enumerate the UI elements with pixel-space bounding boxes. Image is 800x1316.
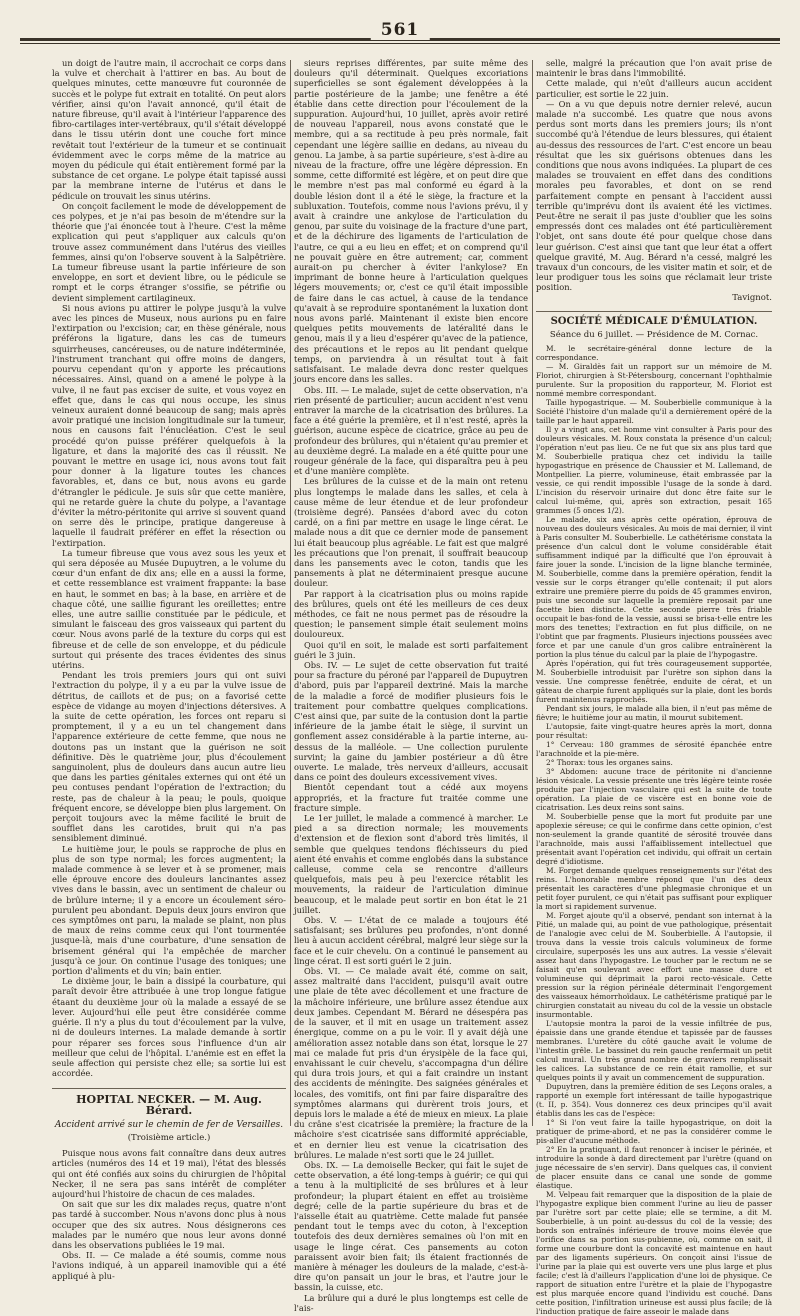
paragraph: 3° Abdomen: aucune trace de péritonite ni d'ancienne lésion vésicale. La vessie présente une très légère teinte rosée produite par l'injection vasculaire qui est la suite de toute opération. La plaie de ce viscère est en bonne voie de cicatrisation. Les deux reins sont sains. bbox=[536, 767, 772, 813]
paragraph: 1° Cerveau: 180 grammes de sérosité épanchée entre l'arachnoïde et la pie-mère. bbox=[536, 740, 772, 759]
paragraph: Le malade, six ans après cette opération, éprouva de nouveau des douleurs vésicales. Au mois de mai dernier, il vint à Paris consulter M. Souberbielle. Le cathétérisme constata la présence d'un calcul dont le volume considérable était suffisamment indiqué par la difficulté que l'on éprouvait à faire jouer la sonde. L'incision de la ligne blanche terminée, M. Souberbielle, comme dans la première opération, fendit la vessie sur le corps étranger qu'elle contenait; il put alors extraire une première pierre du poids de 45 grammes environ, puis une seconde sur laquelle la première reposait par une facette bien distincte. Cette seconde pierre très friable occupait le bas-fond de la vessie, aussi se brisa-t-elle entre les mors des tenettes; l'extraction en fut plus difficile, on ne l'obtint que par fragments. Plusieurs injections poussées avec force et par une canule d'un gros calibre entraînèrent la portion la plus ténue du calcul par la plaie de l'hypogastre. bbox=[536, 515, 772, 660]
page-number: 561 bbox=[371, 20, 430, 40]
paragraph: Obs. VI. — Ce malade avait été, comme on sait, assez maltraité dans l'accident, puisqu'il avait outre une plaie de tête avec décollement et une fracture de la mâchoire inférieure, une brûlure assez étendue aux deux jambes. Cependant M. Bérard ne désespéra pas de la sauver, et il mit en usage un traitement assez énergique, comme on a pu le voir. Il y avait déjà une amélioration assez notable dans son état, lorsque le 27 mai ce malade fut pris d'un érysipèle de la face qui, envahissant le cuir chevelu, s'accompagna d'un délire qui dura trois jours, et qui a fait craindre un instant des accidents de méningite. Des saignées générales et locales, des vomitifs, ont fini par faire disparaître des symptômes alarmans qui durèrent trois jours, et depuis lors le malade a été de mieux en mieux. La plaie du crâne s'est cicatrisée la première; la fracture de la mâchoire s'est cicatrisée sans difformité appréciable, et en dernier lieu est venue la cicatrisation des brûlures. Le malade n'est sorti que le 24 juillet. bbox=[294, 966, 528, 1160]
paragraph: M. Velpeau fait remarquer que la disposition de la plaie de l'hypogastre explique bien comment l'urine au lieu de passer par l'urètre sort par cette plaie; elle se termine, a dit M. Souberbielle, à un point au-dessus du col de la vessie; des bords son entraînés inférieure de trouve moins élevée que l'orifice dans sa portion sus-pubienne, où, comme on sait, il forme une courbure dont la concavité est maintenue en haut par des ligaments supérieurs. On conçoit ainsi l'issue de l'urine par la plaie qui est ouverte vers une plus large et plus facile; c'est là d'ailleurs l'application d'une loi de physique. Ce rapport de situation entre l'urètre et la plaie de l'hypogastre est plus marquée encore quand l'individu est couché. Dans cette position, l'infiltration urineuse est aussi plus facile; de là l'induction pratique de faire asseoir le malade dans bbox=[536, 1190, 772, 1316]
hospital-heading: HOPITAL NECKER. — M. Aug. Bérard. bbox=[52, 1088, 286, 1115]
paragraph: Si nous avions pu attirer le polype jusqu'à la vulve avec les pinces de Museux, nous aurions pu en faire l'extirpation ou l'excision; car, en thèse générale, nous préférons la ligature, dans les cas de tumeurs squirrheuses, cancéreuses, ou de nature indéterminée, l'instrument tranchant qui offre moins de dangers, pourvu cependant qu'on y apporte les précautions nécessaires. Ainsi, quand on a amené le polype à la vulve, il ne faut pas exciser de suite, et vous voyez en effet que, dans le cas qui nous occupe, les sinus veineux auraient donné beaucoup de sang; mais après avoir pratiqué une incision longitudinale sur la tumeur, nous en causons fait l'énucléation. C'est le seul procédé qu'on puisse préférer quelquefois à la ligature, et dans la majorité des cas il réussit. Ne pouvant le mettre en usage ici, nous avons tout fait pour donner à la ligature toutes les chances favorables, et, dans ce but, nous avons eu garde d'étrangler le pédicule. Je suis sûr que cette manière, qui ne retarde guère la chute du polype, a l'avantage d'éviter la métro-péritonite qui arrive si souvent quand on serre dès le principe, pratique dangereuse à laquelle il faudrait préférer en effet la résection ou l'extirpation. bbox=[52, 302, 286, 548]
paragraph: L'autopsie, faite vingt-quatre heures après la mort, donna pour résultat: bbox=[536, 722, 772, 741]
paragraph: Obs. IV. — Le sujet de cette observation fut traité pour sa fracture du péroné par l'appareil de Dupuytren d'abord, puis par l'appareil dextriné. Mais la marche de la maladie a forcé de modifier plusieurs fois le traitement pour combattre quelques complications. C'est ainsi que, par suite de la contusion dont la partie inférieure de la jambe était le siège, il survint un gonflement assez considérable à la partie interne, au-dessus de la malléole. — Une collection purulente survint; la gaine du jambier postérieur a dû être ouverte. Le malade, très nerveux d'ailleurs, accusait dans ce point des douleurs excessivement vives. bbox=[294, 659, 528, 783]
paragraph: L'autopsie montra la paroi de la vessie infiltrée de pus, épaissie dans une grande étendue et tapissée par de fausses membranes. L'uretère du côté gauche avait le volume de l'intestin grêle. Le bassinet du rein gauche renfermait un petit calcul mural. Un très grand nombre de graviers remplissait les calices. La substance de ce rein était ramollie, et sur quelques points il y avait un commencement de suppuration. bbox=[536, 1019, 772, 1083]
paragraph: Quoi qu'il en soit, le malade est sorti parfaitement guéri le 3 juin. bbox=[294, 639, 528, 660]
paragraph: sieurs reprises différentes, par suite même des douleurs qu'il déterminait. Quelques excoriations superficielles se sont également développées à la partie postérieure de la jambe; une fenêtre a été établie dans cette direction pour l'écoulement de la suppuration. Aujourd'hui, 10 juillet, après avoir retiré de nouveau l'appareil, nous avons constaté que le membre, qui a sa rectitude à peu près normale, fait cependant une légère saillie en dedans, au niveau du genou. La jambe, à sa partie supérieure, s'est à-dire au niveau de la fracture, offre une légère dépression. En somme, cette difformité est légère, et on peut dire que le membre n'est pas mal conformé eu égard à la double lésion dont il a été le siège, la fracture et la subluxation. Toutefois, comme nous l'avions prévu, il y avait à craindre une ankylose de l'articulation du genou, par suite du voisinage de la fracture d'une part, et de la déchirure des ligaments de l'articulation de l'autre, ce qui a eu lieu en effet; et on comprend qu'il ne pouvait guère en être autrement; car, comment aurait-on pu chercher à éviter l'ankylose? En imprimant de bonne heure à l'articulation quelques légers mouvements; or, c'est ce qu'il était impossible de faire dans le cas actuel, à cause de la tendance qu'avait à se reproduire spontanément la luxation dont nous avons parlé. Maintenant il existe bien encore quelques petits mouvements de latéralité dans le genou, mais il y a lieu d'espérer qu'avec de la patience, des précautions et le repos au lit pendant quelque temps, on parviendra à un résultat tout à fait satisfaisant. Le malade devra donc rester quelques jours encore dans les salles. bbox=[294, 58, 528, 385]
paragraph: 2° En la pratiquant, il faut renoncer à inciser le périnée, et introduire la sonde à dard directement par l'urètre (quand on juge nécessaire de s'en servir). Dans quelques cas, il convient de placer ensuite dans ce canal une sonde de gomme élastique. bbox=[536, 1145, 772, 1191]
paragraph: Pendant six jours, le malade alla bien, il n'eut pas même de fièvre; le huitième jour au matin, il mourut subitement. bbox=[536, 704, 772, 723]
paragraph: La brûlure qui a duré le plus longtemps est celle de l'ais- bbox=[294, 1292, 528, 1313]
session-line: Séance du 6 juillet. — Présidence de M. Cornac. bbox=[549, 330, 759, 341]
paragraph: Après l'opération, qui fut très courageusement supportée, M. Souberbielle introduisit par l'urètre son siphon dans la vessie. Une compresse fenêtrée, enduite de cérat, et un gâteau de charpie furent appliqués sur la plaie, dont les bords furent maintenus rapprochés. bbox=[536, 659, 772, 705]
column-2 bbox=[294, 58, 528, 1313]
hospital-subtitle: Accident arrivé sur le chemin de fer de Versailles. bbox=[54, 1119, 284, 1130]
paragraph: un doigt de l'autre main, il accrochait ce corps dans la vulve et cherchait à l'attirer en bas. Au bout de quelques minutes, cette manœuvre fut couronnée de succès et le polype fut extrait en totalité. On peut alors vérifier, ainsi qu'on l'avait annoncé, qu'il était de nature fibreuse, qu'il avait à l'intérieur l'apparence des fibro-cartilages inter-vertébraux, qu'il s'était développé dans le tissu utérin dont une couche fort mince revêtait tout l'extérieur de la tumeur et se continuait évidemment avec le corps même de la matrice au moyen du pédicule qui était entièrement formé par la substance de cet organe. Le polype était tapissé aussi par la membrane interne de l'utérus et dans le pédicule on trouvait les sinus utérins. bbox=[52, 58, 286, 201]
paragraph: Le 1er juillet, le malade a commencé à marcher. Le pied a sa direction normale; les mouvements d'extension et de flexion sont d'abord très limités, il semble que quelques tendons fléchisseurs du pied aient été envahis et comme englobés dans la substance calleuse, comme cela se rencontre d'ailleurs quelquefois, mais peu à peu l'exercice rétablit les mouvements, la raideur de l'articulation diminue beaucoup, et le malade peut sortir en bon état le 21 juillet. bbox=[294, 813, 528, 915]
paragraph: Puisque nous avons fait connaître dans deux autres articles (numéros des 14 et 19 mai), l'état des blessés qui ont été confiés aux soins du chirurgien de l'hôpital Necker, il ne sera pas sans intérêt de compléter aujourd'hui l'histoire de chacun de ces malades. bbox=[52, 1148, 286, 1199]
paragraph: Obs. II. — Ce malade a été soumis, comme nous l'avions indiqué, à un appareil inamovible qui a été appliqué à plu- bbox=[52, 1250, 286, 1281]
paragraph: Cette malade, qui n'eût d'ailleurs aucun accident particulier, est sortie le 22 juin. bbox=[536, 78, 772, 99]
paragraph: Dupuytren, dans la première édition de ses Leçons orales, a rapporté un exemple fort intéressant de taille hypogastrique (t. II, p. 354). Vous donnerez ces deux principes qu'il avait établis dans les cas de l'espèce: bbox=[536, 1082, 772, 1119]
paragraph: Obs. III. — Le malade, sujet de cette observation, n'a rien présenté de particulier; aucun accident n'est venu entraver la marche de la cicatrisation des brûlures. La face a été guérie la première, et il n'est resté, après la guérison, aucune espèce de cicatrice, grâce au peu de profondeur des brûlures, qui n'étaient qu'au premier et au deuxième degré. La malade en a été quitte pour une rougeur générale de la face, qui disparaîtra peu à peu et d'une manière complète. bbox=[294, 384, 528, 477]
paragraph: La tumeur fibreuse que vous avez sous les yeux et qui sera déposée au Musée Dupuytren, a le volume du cœur d'un enfant de dix ans; elle en a aussi la forme, et cette ressemblance est vraiment frappante: la base en haut, le sommet en bas; à la base, en arrière et de chaque côté, une saillie figurant les oreillettes; entre elles, une autre saillie constituée par le pédicule, et simulant le faisceau des gros vaisseaux qui partent du cœur. Nous avons parlé de la texture du corps qui est fibreuse et de celle de son enveloppe, et du pédicule surtout qui présente des traces évidentes des sinus utérins. bbox=[52, 547, 286, 670]
paragraph: — On a vu que depuis notre dernier relevé, aucun malade n'a succombé. Les quatre que nous avons perdus sont morts dans les premiers jours; ils n'ont succombé qu'à l'étendue de leurs blessures, qui étaient au-dessus des ressources de l'art. C'est encore un beau résultat que les six guérisons obtenues dans les conditions que nous avons indiquées. La plupart de ces malades se trouvaient en effet dans des conditions morales peu favorables, et dont on se rend parfaitement compte en pensant à l'accident aussi terrible qu'imprévu dont ils avaient été les victimes. Peut-être ne serait il pas juste d'oublier que les soins empressés dont ces malades ont été particulièrement l'objet, ont sans doute été pour quelque chose dans leur guérison. C'est ainsi que tant que leur état a offert quelque gravité, M. Aug. Bérard n'a cessé, malgré les travaux d'un concours, de les visiter matin et soir, et de leur prodiguer tous les soins que réclamait leur triste position. bbox=[536, 98, 772, 293]
column-3 bbox=[536, 58, 772, 1316]
paragraph: Obs. IX. — La demoiselle Becker, qui fait le sujet de cette observation, a été long-temps à guérir; ce qui qui a tenu à la multiplicité de ses brûlures et à leur profondeur; la plupart étaient en effet au troisième degré; celle de la partie supérieure du bras et de l'aisselle était au quatrième. Cette malade fut pansée pendant tout le temps avec du coton, à l'exception toutefois des deux dernières semaines où l'on mit en usage le linge cérat. Ces pansements au coton paraissent avoir bien fait; ils étaient fractionnés de manière à ménager les douleurs de la malade, c'est-à-dire qu'on pansait un jour le bras, et l'autre jour le bassin, la cuisse, etc. bbox=[294, 1159, 528, 1293]
paragraph: Le dixième jour, le bain a dissipé la courbature, qui paraît devoir être attribuée à une trop longue fatigue étaant du deuxième jour où la malade a essayé de se lever. Aujourd'hui elle peut être considérée comme guérie. Il n'y a plus du tout d'écoulement par la vulve, ni de douleurs internes. La malade demande à sortir pour réparer ses forces sous l'influence d'un air meilleur que celui de l'hôpital. L'anémie est en effet la seule affection qui persiste chez elle; sa sortie lui est accordée. bbox=[52, 976, 286, 1079]
paragraph: M. le secrétaire-général donne lecture de la correspondance. bbox=[536, 344, 772, 363]
column-separator bbox=[532, 60, 533, 1126]
paragraph: M. Forget demande quelques renseignements sur l'état des reins. L'honorable membre répond que l'un des deux présentait les caractères d'une phlegmasie chronique et un petit foyer purulent, ce qui n'était pas suffisant pour expliquer la mort si rapidement survenue. bbox=[536, 866, 772, 912]
paragraph: Le huitième jour, le pouls se rapproche de plus en plus de son type normal; les forces augmentent; la malade commence à se lever et à se promener, mais elle éprouve encore des douleurs lancinantes assez vives dans le bassin, avec un sentiment de chaleur ou de brûlure interne; il y a encore un écoulement séro-purulent peu abondant. Depuis deux jours environ que ces symptômes ont paru, la malade se plaint, non plus de maux de reins comme ceux qui l'ont tourmentée jusque-là, mais d'une courbature, d'une sensation de brisement général qui l'a empêchée de marcher jusqu'à ce jour. On continue l'usage des toniques; une portion d'aliments et du vin; bain entier. bbox=[52, 843, 286, 977]
paragraph: selle, malgré la précaution que l'on avait prise de maintenir le bras dans l'immobilité. bbox=[536, 58, 772, 79]
paragraph: Par rapport à la cicatrisation plus ou moins rapide des brûlures, quels ont été les meilleurs de ces deux méthodes, ce fait ne nous permet pas de résoudre la question; le pansement simple était seulement moins douloureux. bbox=[294, 588, 528, 640]
society-heading: SOCIÉTÉ MÉDICALE D'ÉMULATION. bbox=[536, 311, 772, 327]
society-report bbox=[536, 344, 772, 1316]
paragraph: Les brûlures de la cuisse et de la main ont retenu plus longtemps le malade dans les salles, et cela à cause même de leur étendue et de leur profondeur (troisième degré). Pansées d'abord avec du coton cardé, on a fini par mettre en usage le linge cérat. Le malade nous a dit que ce dernier mode de pansement lui était beaucoup plus agréable. Le fait est que malgré les précautions que l'on prenait, il souffrait beaucoup dans les pansements avec le coton, tandis que les pansements à plat ne déterminaient presque aucune douleur. bbox=[294, 476, 528, 589]
paragraph: 1° Si l'on veut faire la taille hypogastrique, on doit la pratiquer de prime-abord, et ne pas la considérer comme le pis-aller d'aucune méthode. bbox=[536, 1118, 772, 1146]
paragraph: Taille hypogastrique. — M. Souberbielle communique à la Société l'histoire d'un malade qu'il a dernièrement opéré de la taille par le haut appareil. bbox=[536, 398, 772, 426]
paragraph: On sait que sur les dix malades reçus, quatre n'ont pas tardé à succomber. Nous n'avons donc plus à nous occuper que des six autres. Nous désignerons ces malades par le numéro que nous leur avons donné dans les observations publiées le 19 mai. bbox=[52, 1199, 286, 1250]
column-1 bbox=[52, 58, 286, 1281]
paragraph: Pendant les trois premiers jours qui ont suivi l'extraction du polype, il y a eu par la vulve issue de détritus, de caillots et de pus; on a favorisé cette espèce de vidange au moyen d'injections détersives. A la suite de cette opération, les forces ont reparu si promptement, il y a eu un tel changement dans l'apparence extérieure de cette femme, que nous ne doutons pas un instant que la guérison ne soit définitive. Dès le quatrième jour, plus d'écoulement sanguinolent, plus de douleurs dans aucun autre lieu que dans les parties génitales externes qui ont été un peu contuses pendant l'opération de l'extraction; du reste, pas de chaleur à la peau; le pouls, quoique fréquent encore, se développe bien plus largement. On perçoit toujours avec la même facilité le bruit de soufflet dans les carotides, bruit qui n'a pas sensiblement diminué. bbox=[52, 670, 286, 844]
paragraph: Il y a vingt ans, cet homme vint consulter à Paris pour des douleurs vésicales. M. Roux constata la présence d'un calcul; l'opération n'eut pas lieu. Ce ne fut que six ans plus tard que M. Souberbielle pratiqua chez cet individu la taille hypogastrique en présence de Chaussier et M. Lallemand, de Montpellier. La pierre, volumineuse, était embrassée par la vessie, ce qui rendit impossible l'usage de la sonde à dard. L'incision du réservoir urinaire dut donc être faite sur le calcul lui-même, qui, après son extraction, pesait 165 grammes (5 onces 1/2). bbox=[536, 425, 772, 516]
author-signature: Tavignot. bbox=[732, 292, 772, 303]
paragraph: Obs. V. — L'état de ce malade a toujours été satisfaisant; ses brûlures peu profondes, n'ont donné lieu à aucun accident cérébral, malgré leur siège sur la face et le cuir chevelu. On a continué le pansement au linge cérat. Il est sorti guéri le 2 juin. bbox=[294, 915, 528, 966]
article-number: (Troisième article.) bbox=[127, 1132, 211, 1143]
header-rule-thin bbox=[20, 43, 780, 44]
paragraph: M. Souberbielle pense que la mort fut produite par une apoplexie séreuse; ce qui le confirme dans cette opinion, c'est non-seulement la grande quantité de sérosité trouvée dans l'arachnoïde, mais aussi l'affaiblissement intellectuel que présentait avant l'opération cet individu, qui offrait un certain degré d'idiotisme. bbox=[536, 812, 772, 867]
paragraph: 2° Thorax: tous les organes sains. bbox=[546, 758, 673, 768]
page-header bbox=[20, 8, 780, 52]
paragraph: On conçoit facilement le mode de développement de ces polypes, et je n'ai pas besoin de m'étendre sur la théorie que j'ai énoncée tout à l'heure. C'est la même explication qui peut s'appliquer aux calculs qu'on trouve assez communément dans l'utérus des vieilles femmes, ainsi qu'on l'observe souvent à la Salpêtrière. La tumeur fibreuse usant la partie inférieure de son enveloppe, en sort et devient libre, ou le pédicule se rompt et le corps étranger s'ossifie, se pétrifie ou devient simplement cartilagineux. bbox=[52, 200, 286, 303]
paragraph: M. Forget ajoute qu'il a observé, pendant son internat à la Pitié, un malade qui, au point de vue pathologique, présentait de l'analogie avec celui de M. Souberbielle. A l'autopsie, il trouva dans la vessie trois calculs volumineux de forme circulaire, superposés les uns aux autres. La vessie s'élevait assez haut dans l'hypogastre. Le toucher par le rectum ne se faisait qu'en soulevant avec effort une masse dure et volumineuse qui déprimait la paroi recto-vésicale. Cette pression sur la région périnéale déterminait l'engorgement des vaisseaux hémorrhoïdaux. Le cathétérisme pratiqué par le chirurgien constatait au niveau du col de la vessie un obstacle insurmontable. bbox=[536, 911, 772, 1020]
paragraph: Bientôt cependant tout a cédé aux moyens appropriés, et la fracture fut traitée comme une fracture simple. bbox=[294, 782, 528, 813]
column-separator bbox=[290, 60, 291, 1126]
paragraph: — M. Giraldès fait un rapport sur un mémoire de M. Floriot, chirurgien à St-Pétersbourg, concernant l'ophthalmie purulente. Sur la proposition du rapporteur, M. Floriot est nommé membre correspondant. bbox=[536, 362, 772, 399]
